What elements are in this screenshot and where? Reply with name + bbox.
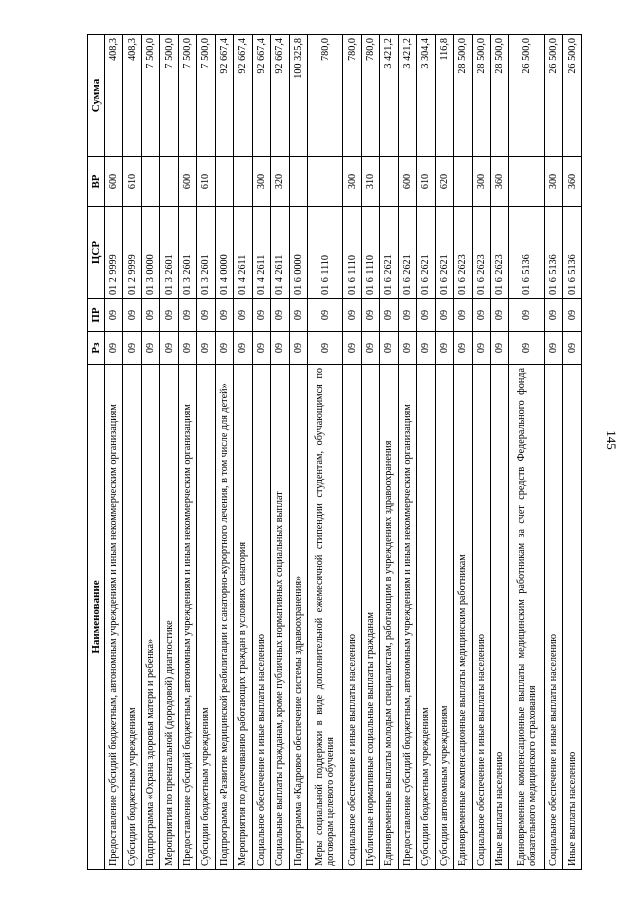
table-row (252, 35, 270, 870)
table-row (178, 35, 196, 870)
cell-sum: 7 500,0 (160, 35, 178, 157)
cell-sum: 408,3 (105, 35, 123, 157)
cell-sum: 7 500,0 (141, 35, 159, 157)
cell-pr: 09 (361, 299, 379, 332)
cell-vr: 300 (544, 157, 562, 207)
cell-sum: 116,8 (435, 35, 453, 157)
budget-table (87, 34, 582, 870)
cell-pr: 09 (271, 299, 289, 332)
cell-vr: 610 (417, 157, 435, 207)
table-row (105, 35, 123, 870)
cell-vr: 320 (271, 157, 289, 207)
cell-vr: 360 (563, 157, 582, 207)
cell-name: Социальные выплаты гражданам, кроме публичных нормативных социальных выплат (271, 365, 289, 870)
cell-csr: 01 4 0000 (215, 207, 233, 299)
cell-vr: 600 (398, 157, 416, 207)
table-row (509, 35, 544, 870)
table-row (472, 35, 490, 870)
cell-rz: 09 (380, 332, 398, 365)
cell-vr: 360 (490, 157, 508, 207)
cell-vr (160, 157, 178, 207)
cell-name: Единовременные выплаты молодым специалистам, работающим в учреждениях здравоохранения (380, 365, 398, 870)
cell-name: Субсидии бюджетным учреждениям (123, 365, 141, 870)
table-row (398, 35, 416, 870)
cell-name: Социальное обеспечение и иные выплаты населению (544, 365, 562, 870)
cell-pr: 09 (490, 299, 508, 332)
cell-name: Подпрограмма «Охрана здоровья матери и ребенка» (141, 365, 159, 870)
header-pr: ПР (88, 299, 105, 332)
cell-vr (454, 157, 472, 207)
cell-csr: 01 6 2623 (472, 207, 490, 299)
header-sum: Сумма (88, 35, 105, 157)
cell-rz: 09 (105, 332, 123, 365)
cell-pr: 09 (472, 299, 490, 332)
cell-name: Субсидии бюджетным учреждениям (197, 365, 215, 870)
cell-csr: 01 6 5136 (563, 207, 582, 299)
cell-pr: 09 (343, 299, 361, 332)
cell-name: Социальное обеспечение и иные выплаты населению (343, 365, 361, 870)
cell-rz: 09 (544, 332, 562, 365)
cell-rz: 09 (398, 332, 416, 365)
table-row (544, 35, 562, 870)
cell-rz: 09 (509, 332, 544, 365)
cell-csr: 01 6 2623 (454, 207, 472, 299)
cell-sum: 100 325,8 (289, 35, 307, 157)
cell-name: Иные выплаты населению (563, 365, 582, 870)
cell-vr: 600 (178, 157, 196, 207)
cell-csr: 01 6 2621 (417, 207, 435, 299)
cell-csr: 01 2 9999 (123, 207, 141, 299)
header-vr: ВР (88, 157, 105, 207)
cell-rz: 09 (490, 332, 508, 365)
cell-csr: 01 6 1110 (307, 207, 342, 299)
header-name: Наименование (88, 365, 105, 870)
table-row (361, 35, 379, 870)
cell-rz: 09 (435, 332, 453, 365)
cell-sum: 780,0 (343, 35, 361, 157)
cell-rz: 09 (361, 332, 379, 365)
cell-rz: 09 (197, 332, 215, 365)
cell-sum: 7 500,0 (178, 35, 196, 157)
cell-pr: 09 (380, 299, 398, 332)
cell-pr: 09 (454, 299, 472, 332)
table-row (343, 35, 361, 870)
cell-csr: 01 6 2621 (380, 207, 398, 299)
table-row (141, 35, 159, 870)
cell-vr: 620 (435, 157, 453, 207)
cell-pr: 09 (417, 299, 435, 332)
header-csr: ЦСР (88, 207, 105, 299)
cell-sum: 28 500,0 (490, 35, 508, 157)
cell-sum: 28 500,0 (472, 35, 490, 157)
table-row (123, 35, 141, 870)
cell-rz: 09 (289, 332, 307, 365)
cell-pr: 09 (307, 299, 342, 332)
cell-sum: 3 421,2 (380, 35, 398, 157)
cell-sum: 92 667,4 (215, 35, 233, 157)
cell-pr: 09 (215, 299, 233, 332)
cell-rz: 09 (454, 332, 472, 365)
cell-csr: 01 6 2621 (435, 207, 453, 299)
cell-name: Мероприятия по долечиванию работающих граждан в условиях санатория (234, 365, 252, 870)
cell-sum: 3 421,2 (398, 35, 416, 157)
cell-vr (509, 157, 544, 207)
cell-csr: 01 4 2611 (234, 207, 252, 299)
cell-vr (307, 157, 342, 207)
cell-name: Предоставление субсидий бюджетным, автономным учреждениям и иным некоммерческим организациям (105, 365, 123, 870)
cell-name: Подпрограмма «Развитие медицинской реабилитации и санаторно-курортного лечения, в том числе для детей» (215, 365, 233, 870)
page-number: 145 (604, 430, 619, 450)
cell-vr (380, 157, 398, 207)
cell-sum: 92 667,4 (252, 35, 270, 157)
cell-rz: 09 (234, 332, 252, 365)
table-row (215, 35, 233, 870)
cell-pr: 09 (141, 299, 159, 332)
cell-rz: 09 (160, 332, 178, 365)
cell-vr: 310 (361, 157, 379, 207)
cell-sum: 26 500,0 (563, 35, 582, 157)
cell-rz: 09 (343, 332, 361, 365)
cell-pr: 09 (435, 299, 453, 332)
cell-csr: 01 3 2601 (197, 207, 215, 299)
cell-sum: 780,0 (361, 35, 379, 157)
cell-sum: 26 500,0 (544, 35, 562, 157)
cell-rz: 09 (141, 332, 159, 365)
table-row (380, 35, 398, 870)
cell-name: Субсидии автономным учреждениям (435, 365, 453, 870)
cell-csr: 01 6 2621 (398, 207, 416, 299)
table-row (289, 35, 307, 870)
cell-csr: 01 6 1110 (343, 207, 361, 299)
cell-rz: 09 (271, 332, 289, 365)
cell-vr: 300 (472, 157, 490, 207)
cell-vr: 300 (252, 157, 270, 207)
cell-pr: 09 (234, 299, 252, 332)
cell-pr: 09 (398, 299, 416, 332)
table-row (160, 35, 178, 870)
cell-pr: 09 (563, 299, 582, 332)
cell-vr: 610 (197, 157, 215, 207)
cell-name: Субсидии бюджетным учреждениям (417, 365, 435, 870)
header-row (88, 35, 105, 870)
cell-sum: 7 500,0 (197, 35, 215, 157)
cell-vr: 300 (343, 157, 361, 207)
cell-csr: 01 6 1110 (361, 207, 379, 299)
rotated-table-container (87, 35, 582, 870)
cell-rz: 09 (178, 332, 196, 365)
cell-sum: 780,0 (307, 35, 342, 157)
cell-csr: 01 6 0000 (289, 207, 307, 299)
cell-pr: 09 (123, 299, 141, 332)
table-row (197, 35, 215, 870)
cell-csr: 01 6 5136 (544, 207, 562, 299)
cell-rz: 09 (252, 332, 270, 365)
table-body (105, 35, 582, 870)
cell-rz: 09 (472, 332, 490, 365)
cell-sum: 3 304,4 (417, 35, 435, 157)
cell-sum: 92 667,4 (234, 35, 252, 157)
table-row (417, 35, 435, 870)
cell-name: Предоставление субсидий бюджетным, автономным учреждениям и иным некоммерческим организациям (178, 365, 196, 870)
cell-vr (141, 157, 159, 207)
cell-csr: 01 3 2601 (178, 207, 196, 299)
cell-pr: 09 (509, 299, 544, 332)
table-row (271, 35, 289, 870)
cell-rz: 09 (215, 332, 233, 365)
cell-rz: 09 (307, 332, 342, 365)
cell-rz: 09 (417, 332, 435, 365)
cell-csr: 01 6 2623 (490, 207, 508, 299)
cell-name: Публичные нормативные социальные выплаты гражданам (361, 365, 379, 870)
cell-pr: 09 (178, 299, 196, 332)
cell-csr: 01 3 0000 (141, 207, 159, 299)
table-row (563, 35, 582, 870)
cell-pr: 09 (252, 299, 270, 332)
cell-csr: 01 4 2611 (252, 207, 270, 299)
cell-name: Предоставление субсидий бюджетным, автономным учреждениям и иным некоммерческим организациям (398, 365, 416, 870)
cell-vr: 600 (105, 157, 123, 207)
cell-sum: 26 500,0 (509, 35, 544, 157)
cell-name: Единовременные компенсационные выплаты медицинским работникам за счет средств Федерального фонда обязательного медицинского страхования (509, 365, 544, 870)
cell-name: Иные выплаты населению (490, 365, 508, 870)
cell-rz: 09 (123, 332, 141, 365)
cell-pr: 09 (105, 299, 123, 332)
table-row (307, 35, 342, 870)
cell-sum: 408,3 (123, 35, 141, 157)
cell-csr: 01 2 9999 (105, 207, 123, 299)
cell-name: Меры социальной поддержки в виде дополнительной ежемесячной стипендии студентам, обучающимся по договорам целевого обучения (307, 365, 342, 870)
cell-pr: 09 (197, 299, 215, 332)
table-row (234, 35, 252, 870)
cell-csr: 01 6 5136 (509, 207, 544, 299)
cell-name: Единовременные компенсационные выплаты медицинским работникам (454, 365, 472, 870)
cell-sum: 28 500,0 (454, 35, 472, 157)
cell-name: Социальное обеспечение и иные выплаты населению (252, 365, 270, 870)
cell-vr (289, 157, 307, 207)
table-row (454, 35, 472, 870)
cell-pr: 09 (160, 299, 178, 332)
cell-name: Социальное обеспечение и иные выплаты населению (472, 365, 490, 870)
cell-pr: 09 (544, 299, 562, 332)
cell-rz: 09 (563, 332, 582, 365)
table-row (490, 35, 508, 870)
cell-csr: 01 3 2601 (160, 207, 178, 299)
cell-name: Подпрограмма «Кадровое обеспечение системы здравоохранения» (289, 365, 307, 870)
header-rz: Рз (88, 332, 105, 365)
table-row (435, 35, 453, 870)
cell-csr: 01 4 2611 (271, 207, 289, 299)
cell-vr (234, 157, 252, 207)
cell-vr: 610 (123, 157, 141, 207)
cell-sum: 92 667,4 (271, 35, 289, 157)
cell-vr (215, 157, 233, 207)
cell-name: Мероприятия по пренатальной (дородовой) диагностике (160, 365, 178, 870)
cell-pr: 09 (289, 299, 307, 332)
